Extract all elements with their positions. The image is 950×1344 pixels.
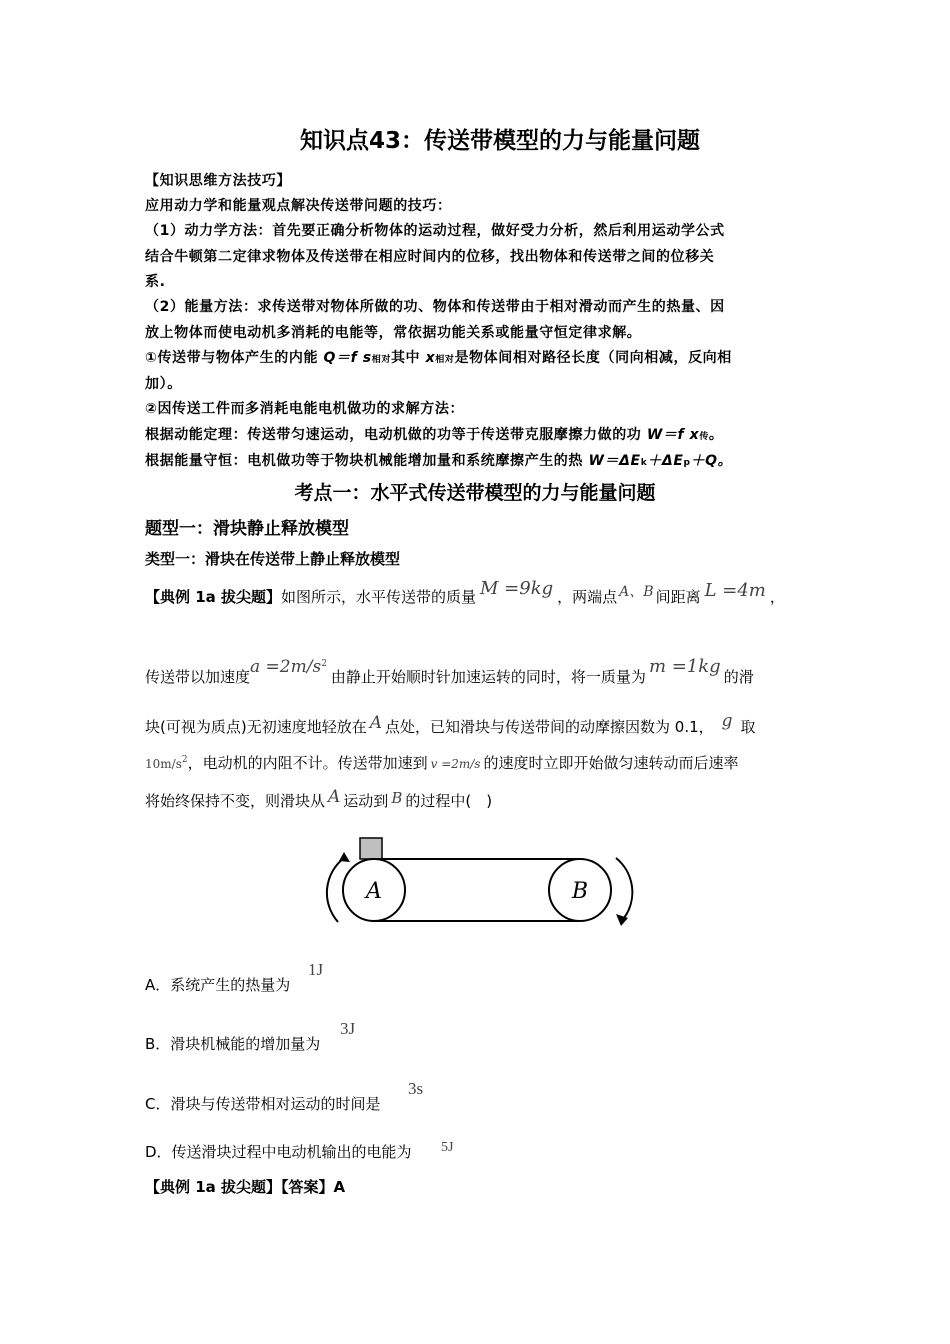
problem-text: 将始终保持不变，则滑块从 <box>145 792 326 810</box>
length-L: L =4m <box>704 580 766 601</box>
problem-line1 <box>145 578 785 607</box>
option-a-label: A．系统产生的热量为 <box>145 976 291 994</box>
points-AB: A、B <box>619 584 654 600</box>
gravity-sup: 2 <box>181 755 188 765</box>
problem-line4 <box>145 752 739 773</box>
rotation-arrow-left <box>327 858 344 922</box>
problem-text: 的滑 <box>723 668 754 686</box>
slider-block <box>360 838 382 859</box>
method1-line1: （1）动力学方法：首先要正确分析物体的运动过程，做好受力分析，然后利用运动学公式 <box>145 223 725 239</box>
problem-line5 <box>145 787 493 811</box>
point1-formula: Q＝f s <box>323 350 372 366</box>
problem-text: 的速度时立即开始做匀速转动而后速率 <box>483 754 739 772</box>
point2-line: ②因传送工件而多消耗电能电机做功的求解方法： <box>145 401 465 417</box>
point-A: A <box>328 787 341 807</box>
theorem2-rest: ＋Q。 <box>690 453 733 469</box>
theorem1-text: 根据动能定理：传送带匀速运动，电动机做的功等于传送带克服摩擦力做的功 <box>145 427 647 443</box>
theorem1-formula: W＝f x <box>646 427 700 443</box>
problem-text: 如图所示，水平传送带的质量 <box>281 588 477 606</box>
problem-text: ，电动机的内阻不计。传送带加速到 <box>187 754 428 772</box>
answer-value: A <box>333 1178 346 1196</box>
mass-m: m =1kg <box>648 656 721 677</box>
option-a-value: 1J <box>308 960 324 979</box>
answer-tag: 【典例 1a 拔尖题】 <box>145 1178 282 1196</box>
pulley-b-label: B <box>571 879 589 904</box>
option-c-label: C．滑块与传送带相对运动的时间是 <box>145 1095 381 1113</box>
type-heading: 题型一：滑块静止释放模型 <box>145 519 349 539</box>
point1-x: x <box>425 350 436 366</box>
option-c-value: 3s <box>408 1079 424 1098</box>
answer-line <box>145 1176 345 1197</box>
problem-text: ， <box>769 588 785 606</box>
problem-text: 由静止开始顺时针加速运转的同时，将一质量为 <box>330 668 646 686</box>
acceleration-a: a =2m/s <box>250 657 322 677</box>
problem-line2 <box>145 656 754 687</box>
problem-tag: 【典例 1a 拔尖题】 <box>145 588 282 606</box>
point1-line1 <box>145 347 732 367</box>
problem-text: 运动到 <box>343 792 389 810</box>
problem-text: 间距离 <box>655 588 701 606</box>
point1-prefix: ①传送带与物体产生的内能 <box>145 350 324 366</box>
option-b-label: B．滑块机械能的增加量为 <box>145 1035 321 1053</box>
point-B: B <box>391 789 403 807</box>
option-b <box>145 1033 320 1054</box>
answer-label: 【答案】 <box>281 1178 334 1196</box>
problem-text: 传送带以加速度 <box>145 668 251 686</box>
problem-text: 点处，已知滑块与传送带间的动摩擦因数为 0.1， <box>385 718 714 736</box>
point1-line2: 加）。 <box>145 376 182 392</box>
option-a <box>145 974 290 995</box>
theorem1-end: 。 <box>708 427 724 443</box>
theorem2-p: p <box>683 458 691 468</box>
point1-mid: 其中 <box>390 350 426 366</box>
gravity-g: g <box>721 711 733 731</box>
rotation-arrow-right <box>616 858 632 918</box>
theorem1-sub: 传 <box>699 432 709 442</box>
page-title: 知识点43：传送带模型的力与能量问题 <box>299 128 700 154</box>
conveyor-belt-figure <box>318 834 638 930</box>
point-A: A <box>369 713 382 733</box>
method2-line2: 放上物体而使电动机多消耗的电能等，常依据功能关系或能量守恒定律求解。 <box>145 325 642 341</box>
theorem2-formula: W＝ΔE <box>588 453 641 469</box>
subtype-heading: 类型一：滑块在传送带上静止释放模型 <box>145 550 401 568</box>
option-b-value: 3J <box>340 1019 356 1038</box>
point1-suffix: 是物体间相对路径长度（同向相减，反向相 <box>454 350 732 366</box>
acceleration-sup: 2 <box>321 659 327 669</box>
intro-line: 应用动力学和能量观点解决传送带问题的技巧： <box>145 198 452 214</box>
gravity-value: 10m/s <box>145 757 182 771</box>
method2-line1: （2）能量方法：求传送带对物体所做的功、物体和传送带由于相对滑动而产生的热量、因 <box>145 299 725 315</box>
pulley-a-label: A <box>366 879 382 904</box>
point1-sub2: 相对 <box>435 355 455 365</box>
theorem2-line <box>145 450 732 470</box>
section-subtitle: 考点一：水平式传送带模型的力与能量问题 <box>294 482 656 504</box>
problem-text: 取 <box>740 718 756 736</box>
option-d-label: D．传送滑块过程中电动机输出的电能为 <box>145 1143 412 1161</box>
option-c <box>145 1093 380 1114</box>
theorem2-plus: ＋ΔE <box>647 453 684 469</box>
arrow-head-left <box>339 852 350 862</box>
option-d <box>145 1141 412 1162</box>
problem-text: ，两端点 <box>557 588 618 606</box>
problem-line3 <box>145 711 756 737</box>
speed-v: v =2m/s <box>430 757 481 771</box>
point1-sub: 相对 <box>371 355 391 365</box>
theorem2-text: 根据能量守恒：电机做功等于物块机械能增加量和系统摩擦产生的热 <box>145 453 589 469</box>
method1-line3: 系. <box>145 274 166 290</box>
section-label: 【知识思维方法技巧】 <box>145 173 291 189</box>
mass-M: M =9kg <box>480 578 554 599</box>
problem-text: 块(可视为质点)无初速度地轻放在 <box>145 718 367 736</box>
problem-text: 的过程中( ) <box>405 792 493 810</box>
method1-line2: 结合牛顿第二定律求物体及传送带在相应时间内的位移，找出物体和传送带之间的位移关 <box>145 249 715 265</box>
option-d-value: 5J <box>441 1140 454 1155</box>
theorem1-line <box>145 424 724 444</box>
theorem2-k: k <box>640 458 648 468</box>
